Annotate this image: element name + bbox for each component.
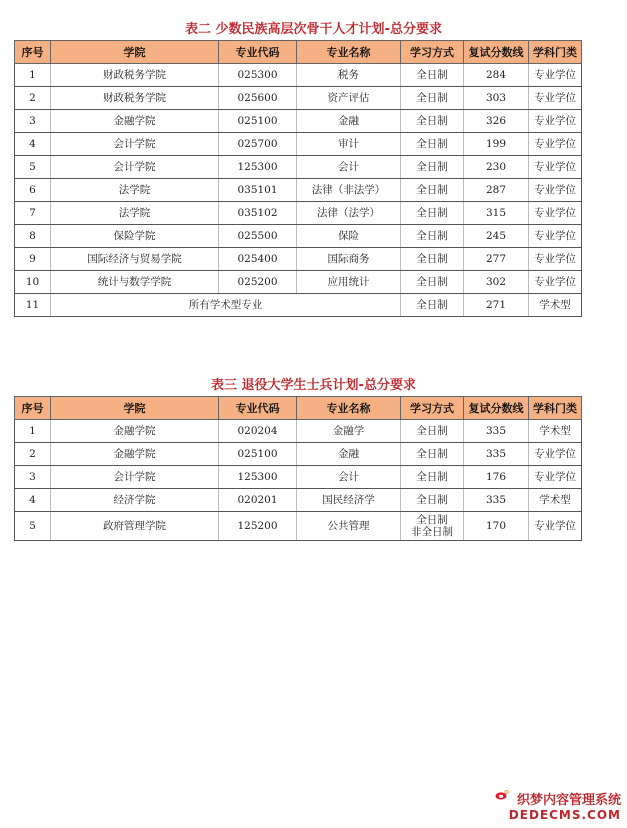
cell-code: 125200 — [219, 512, 297, 541]
table3-header-row — [15, 397, 582, 420]
cell-major: 税务 — [297, 64, 401, 87]
table-row — [15, 248, 582, 271]
cell-score: 277 — [464, 248, 529, 271]
cell-college: 经济学院 — [51, 489, 219, 512]
cell-score: 170 — [464, 512, 529, 541]
cell-mode: 全日制 — [401, 64, 464, 87]
col-header: 复试分数线 — [464, 41, 529, 64]
cell-code: 025200 — [219, 271, 297, 294]
cell-score: 335 — [464, 443, 529, 466]
cell-no: 6 — [15, 179, 51, 202]
table-row — [15, 271, 582, 294]
table-row — [15, 420, 582, 443]
cell-category: 专业学位 — [529, 225, 582, 248]
table-row — [15, 489, 582, 512]
cell-major: 法律（非法学） — [297, 179, 401, 202]
cell-major: 资产评估 — [297, 87, 401, 110]
cell-major: 国民经济学 — [297, 489, 401, 512]
cell-college: 金融学院 — [51, 443, 219, 466]
cell-code: 020201 — [219, 489, 297, 512]
mode-option: 非全日制 — [411, 526, 453, 538]
cell-no: 1 — [15, 420, 51, 443]
cell-category: 专业学位 — [529, 87, 582, 110]
cell-score: 199 — [464, 133, 529, 156]
cell-code: 025300 — [219, 64, 297, 87]
cell-mode: 全日制 — [401, 179, 464, 202]
cell-no: 3 — [15, 466, 51, 489]
cell-category: 专业学位 — [529, 110, 582, 133]
table-row — [15, 64, 582, 87]
cell-college: 会计学院 — [51, 156, 219, 179]
cell-mode: 全日制 — [401, 271, 464, 294]
cell-college: 法学院 — [51, 202, 219, 225]
cell-major: 金融 — [297, 443, 401, 466]
cell-mode: 全日制 — [401, 443, 464, 466]
cell-mode: 全日制 — [401, 466, 464, 489]
cell-no: 8 — [15, 225, 51, 248]
cell-score: 326 — [464, 110, 529, 133]
cell-score: 303 — [464, 87, 529, 110]
mode-option: 全日制 — [416, 514, 448, 526]
cell-no: 3 — [15, 110, 51, 133]
col-header: 专业名称 — [297, 41, 401, 64]
cell-college: 法学院 — [51, 179, 219, 202]
cell-mode: 全日制 — [401, 87, 464, 110]
cell-no: 7 — [15, 202, 51, 225]
cell-mode: 全日制 — [401, 202, 464, 225]
cell-major: 审计 — [297, 133, 401, 156]
cell-category: 专业学位 — [529, 64, 582, 87]
cell-college: 统计与数学学院 — [51, 271, 219, 294]
table2-header-row — [15, 41, 582, 64]
cell-score: 335 — [464, 420, 529, 443]
cell-category: 专业学位 — [529, 202, 582, 225]
cell-college: 金融学院 — [51, 420, 219, 443]
cell-category: 专业学位 — [529, 248, 582, 271]
col-header: 序号 — [15, 397, 51, 420]
cell-score: 176 — [464, 466, 529, 489]
cell-mode: 全日制 — [401, 133, 464, 156]
watermark — [509, 789, 621, 822]
table-row — [15, 87, 582, 110]
cell-code: 020204 — [219, 420, 297, 443]
table3-title: 表三 退役大学生士兵计划-总分要求 — [211, 378, 416, 393]
cell-mode: 全日制 — [401, 110, 464, 133]
cell-no: 4 — [15, 133, 51, 156]
cell-no: 2 — [15, 87, 51, 110]
cell-score: 284 — [464, 64, 529, 87]
cell-mode: 全日制 — [401, 294, 464, 317]
cell-score: 315 — [464, 202, 529, 225]
cell-no: 4 — [15, 489, 51, 512]
table-row — [15, 133, 582, 156]
cell-code: 035102 — [219, 202, 297, 225]
cell-no: 2 — [15, 443, 51, 466]
cell-major: 会计 — [297, 156, 401, 179]
cell-major: 金融学 — [297, 420, 401, 443]
col-header: 学习方式 — [401, 41, 464, 64]
cell-college: 金融学院 — [51, 110, 219, 133]
cell-college: 国际经济与贸易学院 — [51, 248, 219, 271]
cell-code: 025700 — [219, 133, 297, 156]
cell-category: 专业学位 — [529, 466, 582, 489]
table-row — [15, 225, 582, 248]
cell-code: 025100 — [219, 110, 297, 133]
cell-category: 专业学位 — [529, 443, 582, 466]
cell-college: 保险学院 — [51, 225, 219, 248]
table-row — [15, 512, 582, 541]
table2-title: 表二 少数民族高层次骨干人才计划-总分要求 — [185, 22, 442, 37]
col-header: 学院 — [51, 41, 219, 64]
cell-category: 专业学位 — [529, 156, 582, 179]
cell-score: 287 — [464, 179, 529, 202]
col-header: 学院 — [51, 397, 219, 420]
table-row — [15, 110, 582, 133]
cell-category: 专业学位 — [529, 512, 582, 541]
col-header: 复试分数线 — [464, 397, 529, 420]
weibo-logo-icon — [495, 790, 509, 800]
cell-code: 025100 — [219, 443, 297, 466]
watermark-line1: 织梦内容管理系统 — [516, 793, 621, 808]
cell-mode: 全日制 — [401, 489, 464, 512]
cell-score: 302 — [464, 271, 529, 294]
table-row — [15, 294, 582, 317]
cell-college: 政府管理学院 — [51, 512, 219, 541]
cell-no: 9 — [15, 248, 51, 271]
cell-category: 学术型 — [529, 294, 582, 317]
col-header: 学习方式 — [401, 397, 464, 420]
cell-score: 271 — [464, 294, 529, 317]
cell-category: 专业学位 — [529, 179, 582, 202]
cell-merged-majors: 所有学术型专业 — [51, 294, 401, 317]
cell-code: 125300 — [219, 466, 297, 489]
table-row — [15, 179, 582, 202]
col-header: 专业代码 — [219, 41, 297, 64]
table2 — [14, 40, 582, 317]
cell-category: 专业学位 — [529, 133, 582, 156]
watermark-line2: DEDECMS.COM — [508, 808, 621, 822]
cell-major: 国际商务 — [297, 248, 401, 271]
cell-mode: 全日制 — [401, 156, 464, 179]
cell-major: 会计 — [297, 466, 401, 489]
cell-code: 025500 — [219, 225, 297, 248]
cell-major: 应用统计 — [297, 271, 401, 294]
cell-major: 公共管理 — [297, 512, 401, 541]
col-header: 学科门类 — [529, 397, 582, 420]
table-row — [15, 466, 582, 489]
cell-score: 230 — [464, 156, 529, 179]
table-row — [15, 202, 582, 225]
cell-major: 法律（法学） — [297, 202, 401, 225]
table3 — [14, 396, 582, 541]
cell-no: 10 — [15, 271, 51, 294]
cell-no: 5 — [15, 512, 51, 541]
cell-college: 财政税务学院 — [51, 64, 219, 87]
cell-category: 专业学位 — [529, 271, 582, 294]
table-row — [15, 443, 582, 466]
col-header: 专业名称 — [297, 397, 401, 420]
cell-no: 11 — [15, 294, 51, 317]
col-header: 学科门类 — [529, 41, 582, 64]
cell-mode — [401, 512, 464, 541]
cell-mode: 全日制 — [401, 248, 464, 271]
cell-no: 5 — [15, 156, 51, 179]
cell-college: 会计学院 — [51, 133, 219, 156]
table-row — [15, 156, 582, 179]
cell-major: 金融 — [297, 110, 401, 133]
cell-mode: 全日制 — [401, 420, 464, 443]
col-header: 专业代码 — [219, 397, 297, 420]
cell-mode: 全日制 — [401, 225, 464, 248]
cell-major: 保险 — [297, 225, 401, 248]
cell-code: 025400 — [219, 248, 297, 271]
cell-no: 1 — [15, 64, 51, 87]
cell-college: 会计学院 — [51, 466, 219, 489]
col-header: 序号 — [15, 41, 51, 64]
cell-score: 245 — [464, 225, 529, 248]
cell-code: 035101 — [219, 179, 297, 202]
cell-category: 学术型 — [529, 489, 582, 512]
cell-college: 财政税务学院 — [51, 87, 219, 110]
cell-code: 125300 — [219, 156, 297, 179]
cell-category: 学术型 — [529, 420, 582, 443]
cell-score: 335 — [464, 489, 529, 512]
cell-code: 025600 — [219, 87, 297, 110]
